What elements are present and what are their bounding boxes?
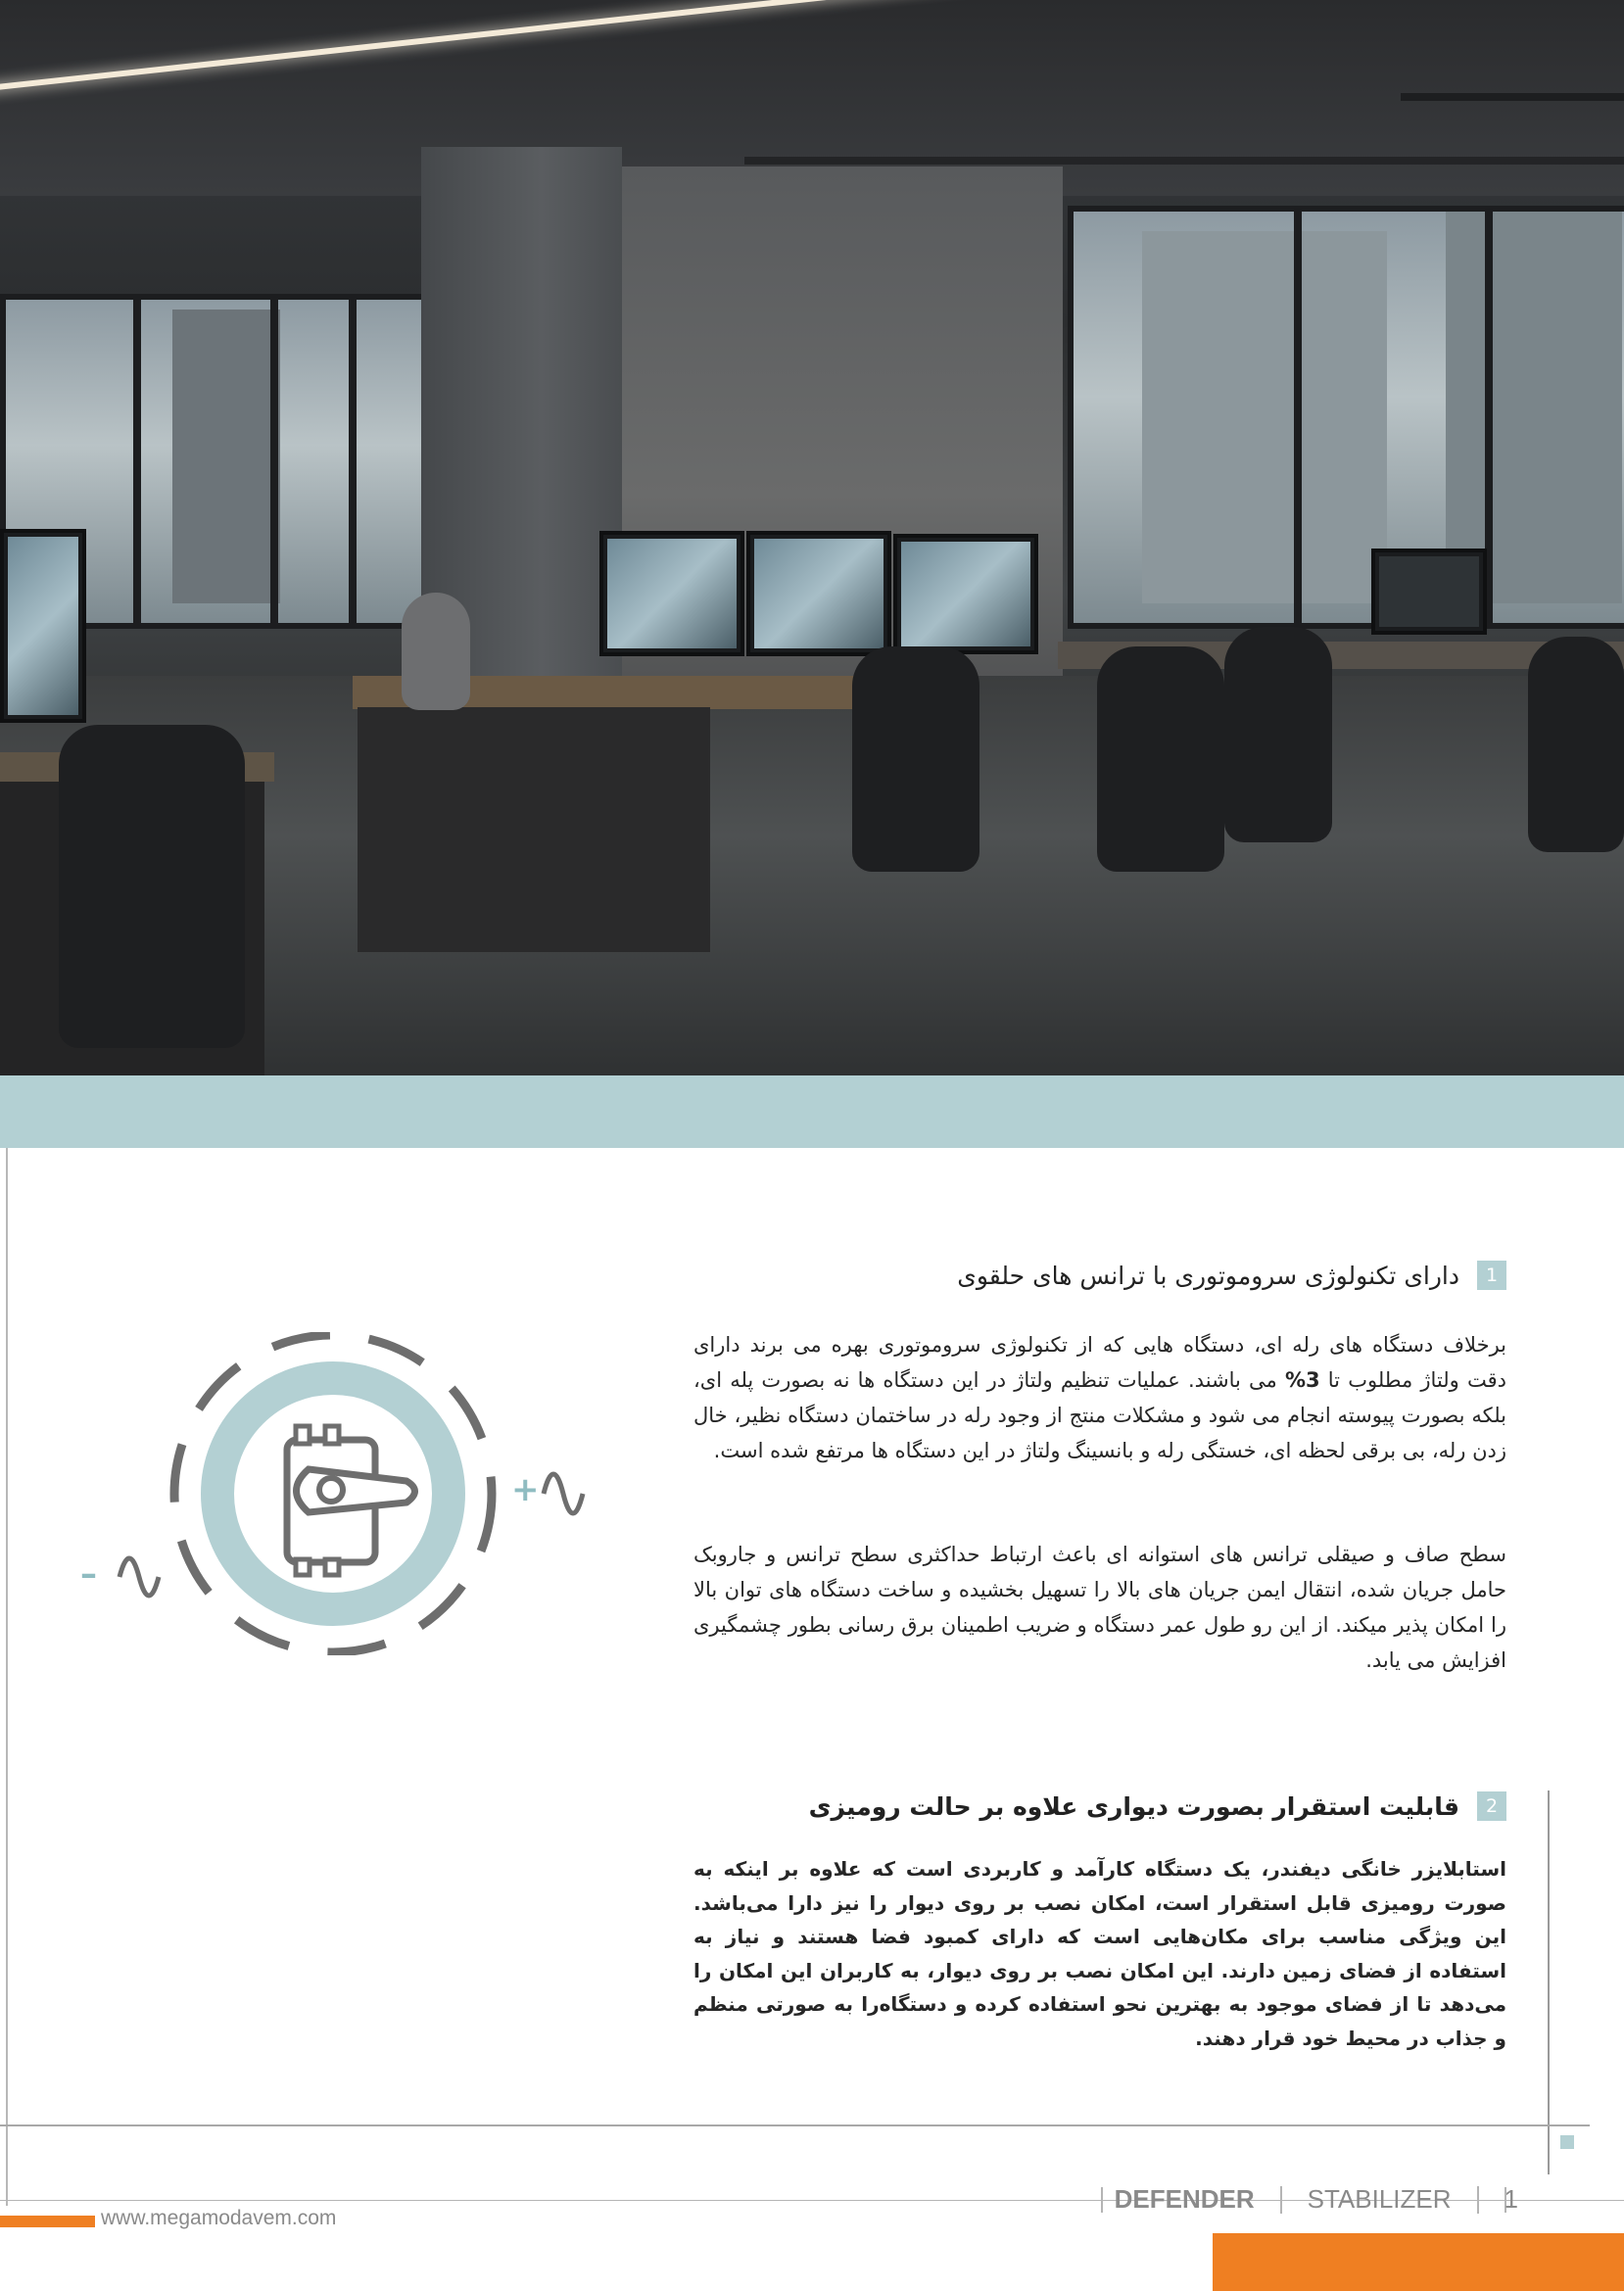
footer-product: STABILIZER (1307, 2184, 1452, 2214)
photo-desk (358, 707, 710, 952)
photo-ceiling-rail (744, 157, 1624, 165)
photo-chair (1097, 646, 1224, 872)
photo-monitor (746, 531, 891, 656)
photo-monitor (0, 529, 86, 723)
footer-brand: DEFENDER (1114, 2184, 1255, 2214)
footer-orange-bar-left (0, 2216, 95, 2227)
frame-line-right (1548, 1790, 1550, 2174)
corner-square-mark (1560, 2135, 1574, 2149)
section-number-badge: 2 (1477, 1791, 1506, 1821)
section-title: دارای تکنولوژی سروموتوری با ترانس های حلقوی (957, 1261, 1459, 1290)
photo-chair (1528, 637, 1624, 852)
section-title: قابلیت استقرار بصورت دیواری علاوه بر حالت رومیزی (808, 1791, 1459, 1821)
hero-accent-band (0, 1075, 1624, 1148)
sine-wave-icon (119, 1558, 159, 1596)
photo-monitor (1371, 549, 1487, 635)
accuracy-percent: 3% (1284, 1368, 1320, 1392)
section-1-heading (957, 1261, 1506, 1290)
section-2-paragraph: استابلایزر خانگی دیفندر، یک دستگاه کارآمد و کاربردی است که علاوه بر اینکه به صورت رومیزی قابل استقرار است، امکان نصب بر روی دیوار را نیز دارا می‌باشد. این ویژگی مناسب برای مکان‌هایی است که دارای کمبود فضا هستند و نیاز به استفاده از فضای زمین دارند. این امکان نصب بر روی دیوار، به کاربران این امکان را می‌دهد تا از فضای موجود به بهترین نحو استفاده کرده و دستگاه‌را به صورتی منظم و جذاب در محیط خود قرار دهند. (693, 1857, 1506, 2050)
hero-office-photo (0, 0, 1624, 1075)
section-1-paragraph-1: برخلاف دستگاه های رله ای، دستگاه هایی که از تکنولوژی سروموتوری بهره می برند دارای دقت ولتاژ مطلوب تا 3% می باشند. عملیات تنظیم ولتاژ در این دستگاه ها نه بصورت پله ای، بلکه بصورت پیوسته انجام می شود و مشکلات منتج از وجود رله در ساختمان دستگاه نظیر، خال زدن رله، بی برقی لحظه ای، خستگی رله و بانسینگ ولتاژ در این دستگاه ها مرتفع شده است. (693, 1333, 1506, 1462)
page-number: 1 (1504, 2184, 1518, 2214)
footer-product-label (1115, 2184, 1518, 2215)
sine-wave-icon (544, 1474, 583, 1513)
photo-window-right (1068, 206, 1624, 629)
frame-line-bottom (0, 2124, 1590, 2126)
photo-chair (1224, 627, 1332, 842)
photo-chair (402, 593, 470, 710)
photo-chair (852, 646, 979, 872)
photo-monitor (599, 531, 744, 656)
section-number-badge: 1 (1477, 1261, 1506, 1290)
photo-monitor (893, 534, 1038, 654)
servo-arm (297, 1469, 415, 1512)
minus-sign: – (80, 1554, 97, 1594)
frame-line-left (6, 1148, 8, 2206)
photo-chair (59, 725, 245, 1048)
footer-website-link[interactable]: www.megamodavem.com (101, 2207, 337, 2229)
footer-orange-bar-right (1213, 2233, 1624, 2291)
plus-sign: + (511, 1470, 540, 1509)
photo-ceiling-rail (1401, 93, 1624, 101)
section-2-heading (809, 1791, 1506, 1821)
stabilizer-servo-icon (69, 1332, 617, 1655)
section-1-paragraph-2: سطح صاف و صیقلی ترانس های استوانه ای باعث ارتباط حداکثری سطح ترانس و جاروبک حامل جریان شده، انتقال ایمن جریان های بالا را تسهیل بخشیده و ساخت دستگاه های توان بالا را امکان پذیر میکند. از این رو طول عمر دستگاه و ضریب اطمینان برق رسانی بطور چشمگیری افزایش می یابد. (693, 1543, 1506, 1672)
